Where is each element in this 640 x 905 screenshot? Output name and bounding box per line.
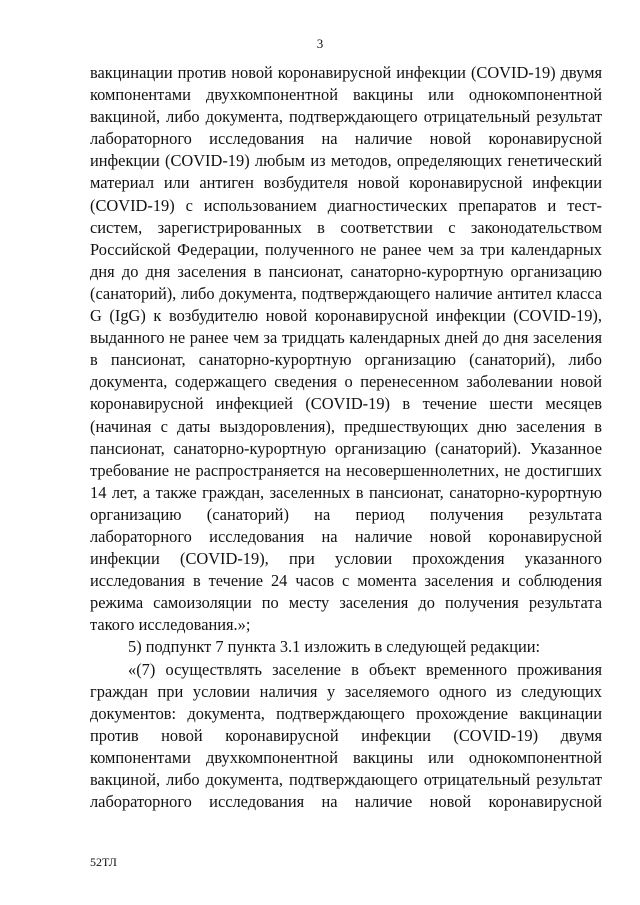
body-paragraph: «(7) осуществлять заселение в объект временного проживания граждан при условии наличия у заселяемого одного из следующих документов: документа, подтверждающего прохождение вакцинации против новой коронавирусной инфекции (COVID-19) двумя компонентами двухкомпонентной вакцины или однокомпонентной вакциной, либо документа, подтверждающего отрицательный результат лабораторного исследования на наличие новой коронавирусной bbox=[90, 659, 602, 812]
body-paragraph: вакцинации против новой коронавирусной инфекции (COVID-19) двумя компонентами двухкомпонентной вакцины или однокомпонентной вакциной, либо документа, подтверждающего отрицательный результат лабораторного исследования на наличие новой коронавирусной инфекции (COVID-19) любым из методов, определяющих генетический материал или антиген возбудителя новой коронавирусной инфекции (COVID-19) с использованием диагностических препаратов и тест-систем, зарегистрированных в соответствии с законодательством Российской Федерации, полученного не ранее чем за три календарных дня до дня заселения в пансионат, санаторно-курортную организацию (санаторий), либо документа, подтверждающего наличие антител класса G (IgG) к возбудителю новой коронавирусной инфекции (COVID-19), выданного не ранее чем за тридцать календарных дней до дня заселения в пансионат, санаторно-курортную организацию (санаторий), либо документа, содержащего сведения о перенесенном заболевании новой коронавирусной инфекцией (COVID-19) в течение шести месяцев (начиная с даты выздоровления), предшествующих дню заселения в пансионат, санаторно-курортную организацию (санаторий). Указанное требование не распространяется на несовершеннолетних, не достигших 14 лет, а также граждан, заселенных в пансионат, санаторно-курортную организацию (санаторий) на период получения результата лабораторного исследования на наличие новой коронавирусной инфекции (COVID-19), при условии прохождения указанного исследования в течение 24 часов с момента заселения и соблюдения режима самоизоляции по месту заселения до получения результата такого исследования.»; bbox=[90, 63, 602, 635]
body-paragraph: 5) подпункт 7 пункта 3.1 изложить в следующей редакции: bbox=[128, 637, 541, 657]
document-body bbox=[90, 62, 602, 813]
page-number: 3 bbox=[316, 36, 324, 51]
document-code: 52ТЛ bbox=[90, 855, 117, 869]
